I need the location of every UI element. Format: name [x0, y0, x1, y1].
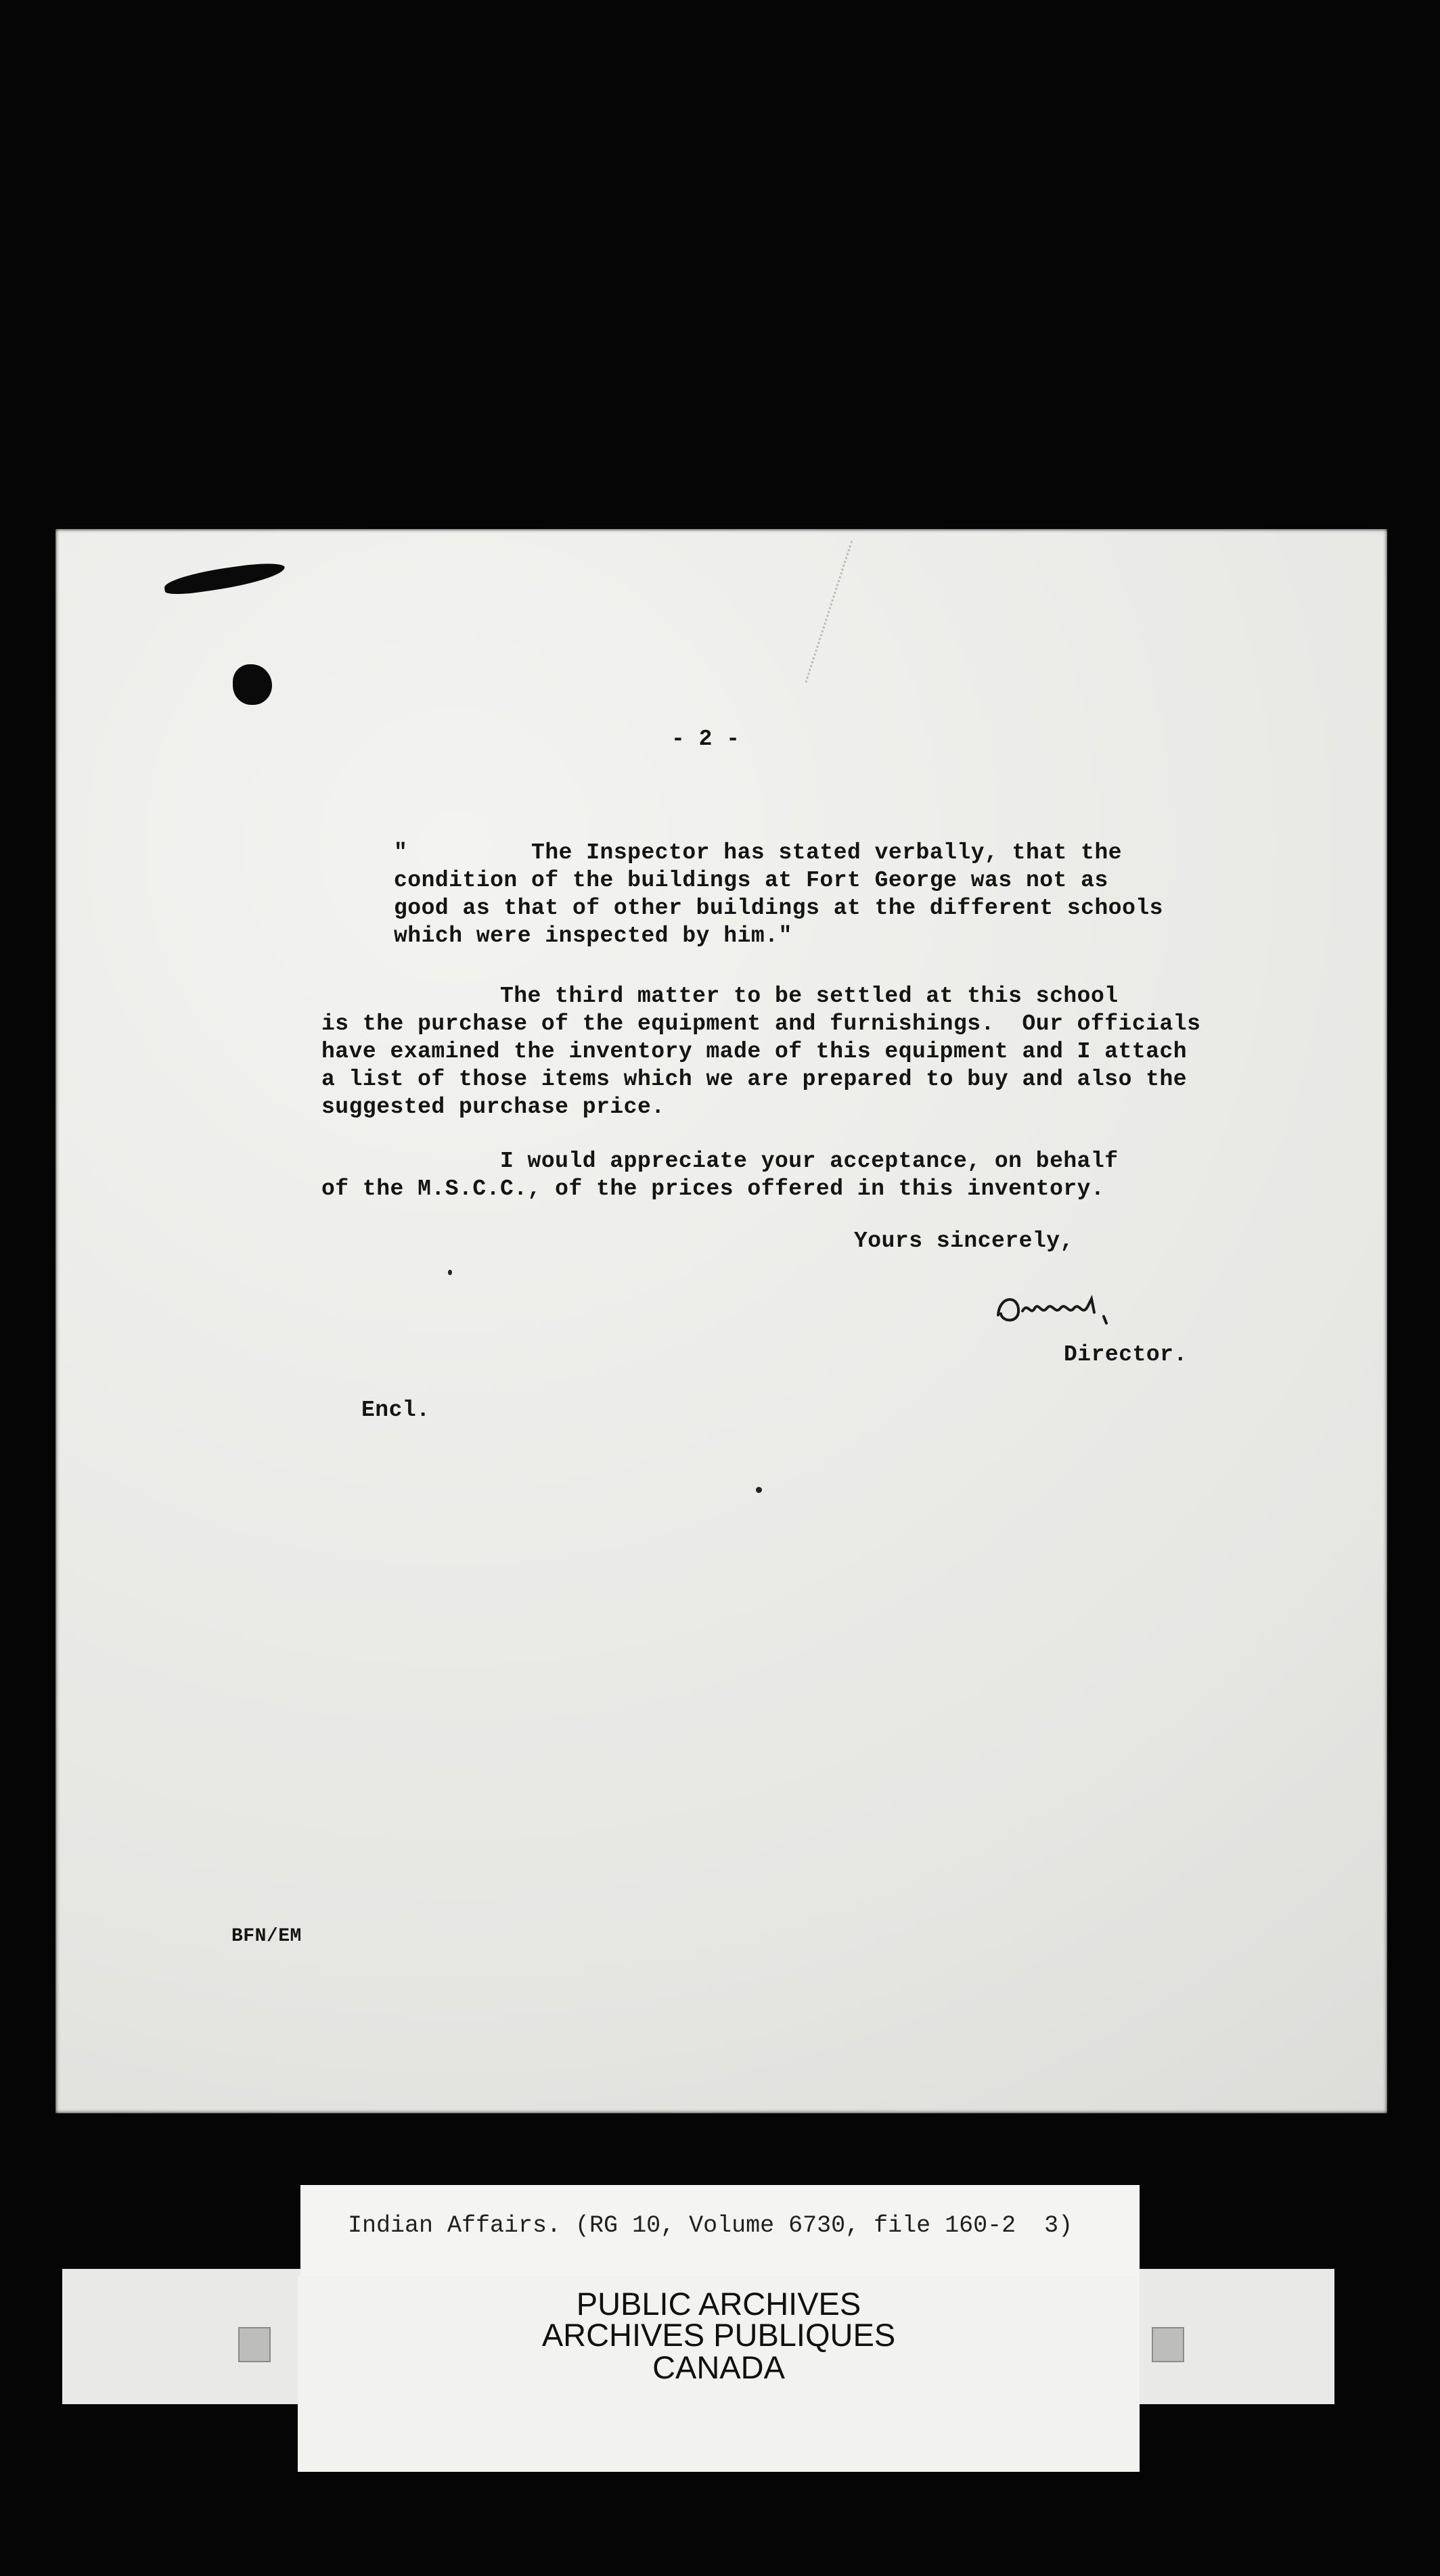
stamp-line-country: CANADA: [652, 2349, 785, 2385]
stamp-line-french: ARCHIVES PUBLIQUES: [541, 2317, 896, 2353]
label-clip: [238, 2327, 271, 2362]
speck: [448, 1270, 452, 1275]
body-paragraph: I would appreciate your acceptance, on behalf of the M.S.C.C., of the prices offered in this inventory.: [321, 1149, 1119, 1201]
stamp-line-english: PUBLIC ARCHIVES: [576, 2286, 861, 2322]
page-number: - 2 -: [671, 727, 740, 752]
archive-reference: Indian Affairs. (RG 10, Volume 6730, file 160-2 3): [348, 2212, 1073, 2239]
ink-blot: [233, 664, 272, 705]
archive-reference-label: [300, 2185, 1140, 2276]
archive-stamp: [298, 2276, 1140, 2472]
quoted-paragraph: " The Inspector has stated verbally, that the condition of the buildings at Fort George was not as good as that of other buildings at the different schools which were inspected by him.": [394, 840, 1163, 948]
typist-initials: BFN/EM: [231, 1926, 302, 1947]
enclosure-note: Encl.: [361, 1398, 430, 1423]
speck: [756, 1487, 762, 1493]
paper-crease: [805, 540, 884, 693]
ink-blot: [163, 560, 286, 597]
handwritten-signature: [993, 1281, 1209, 1335]
closing: Yours sincerely,: [854, 1228, 1074, 1254]
letter-page: [55, 529, 1387, 2113]
body-paragraph: The third matter to be settled at this school is the purchase of the equipment and furnishings. Our officials have examined the inventory made of this equipment and I attach a list of those items which we are prepared to buy and also the suggested purchase price.: [321, 984, 1201, 1120]
signatory-title: Director.: [1064, 1342, 1188, 1367]
label-clip: [1152, 2327, 1184, 2362]
